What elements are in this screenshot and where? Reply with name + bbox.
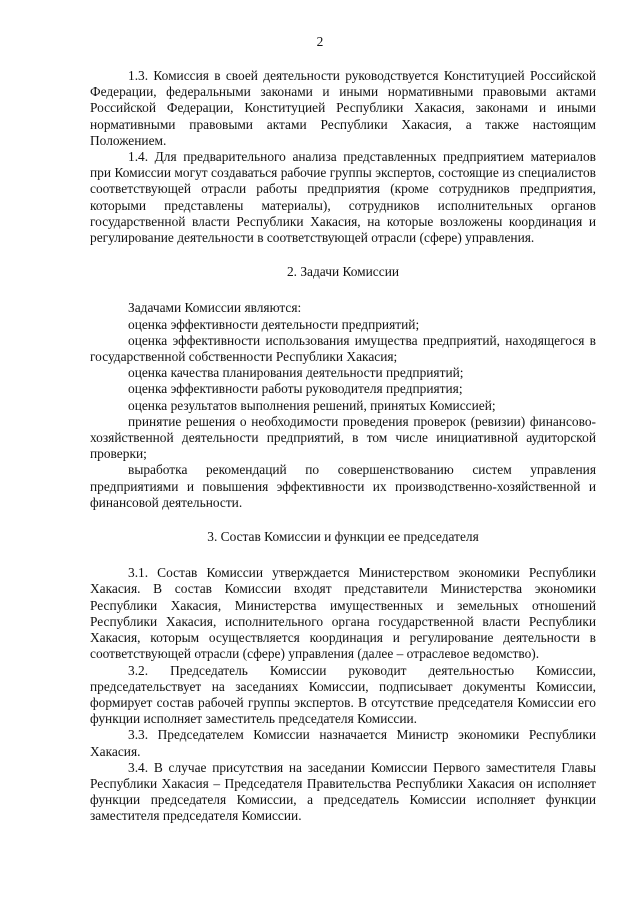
paragraph-1-4: 1.4. Для предварительного анализа представленных предприятием материалов при Комиссии могут создаваться рабочие группы экспертов, состоящие из специалистов соответствующей отрасли работы предприятия (кроме сотрудников предприятия, которыми представлены материалы), сотрудников исполнительных органов государственной власти Республики Хакасия, на которые возложены координация и регулирование деятельности в соответствующей отрасли (сфере) управления. [90,149,596,246]
list-item: оценка эффективности использования имущества предприятий, находящегося в государственной собственности Республики Хакасия; [90,332,596,365]
paragraph-3-2: 3.2. Председатель Комиссии руководит деятельностью Комиссии, председательствует на заседаниях Комиссии, подписывает документы Комиссии, формирует состав рабочей группы экспертов. В отсутствие председателя Комиссии его функции исполняет заместитель председателя Комиссии. [90,662,596,727]
list-item: принятие решения о необходимости проведения проверок (ревизии) финансово-хозяйственной деятельности предприятий, в том числе инициативной аудиторской проверки; [90,413,596,462]
list-item: Задачами Комиссии являются: [128,300,302,316]
document-body [90,68,596,825]
list-item: оценка эффективности работы руководителя предприятия; [128,381,463,397]
list-item: выработка рекомендаций по совершенствованию систем управления предприятиями и повышения эффективности их производственно-хозяйственной и финансовой деятельности. [90,462,596,510]
paragraph-3-3: 3.3. Председателем Комиссии назначается Министр экономики Республики Хакасия. [90,727,596,759]
section-3-heading: 3. Состав Комиссии и функции ее председателя [207,529,479,545]
section-2-body [90,300,596,511]
paragraph-3-1: 3.1. Состав Комиссии утверждается Министерством экономики Республики Хакасия. В состав Комиссии входят представители Министерства экономики Республики Хакасия, Министерства имущественных и земельных отношений Республики Хакасия, исполнительного органа государственной власти Республики Хакасия, которым осуществляется координация и регулирование деятельности в соответствующей отрасли (сфере) управления (далее – отраслевое ведомство). [90,565,596,662]
paragraph-3-4: 3.4. В случае присутствия на заседании Комиссии Первого заместителя Главы Республики Хакасия – Председателя Правительства Республики Хакасия он исполняет функции председателя Комиссии, а председатель Комиссии исполняет функции заместителя председателя Комиссии. [90,759,596,824]
list-item: оценка эффективности деятельности предприятий; [128,316,420,332]
section-2-heading: 2. Задачи Комиссии [286,264,400,280]
list-item: оценка результатов выполнения решений, принятых Комиссией; [128,397,496,413]
section-3-body [90,565,596,824]
list-item: оценка качества планирования деятельности предприятий; [128,365,464,381]
paragraph-1-3: 1.3. Комиссия в своей деятельности руководствуется Конституцией Российской Федерации, федеральными законами и иными нормативными правовыми актами Российской Федерации, Конституцией Республики Хакасия, законами и иными нормативными правовыми актами Республики Хакасия, а также настоящим Положением. [90,68,596,148]
page-number: 2 [316,34,324,49]
